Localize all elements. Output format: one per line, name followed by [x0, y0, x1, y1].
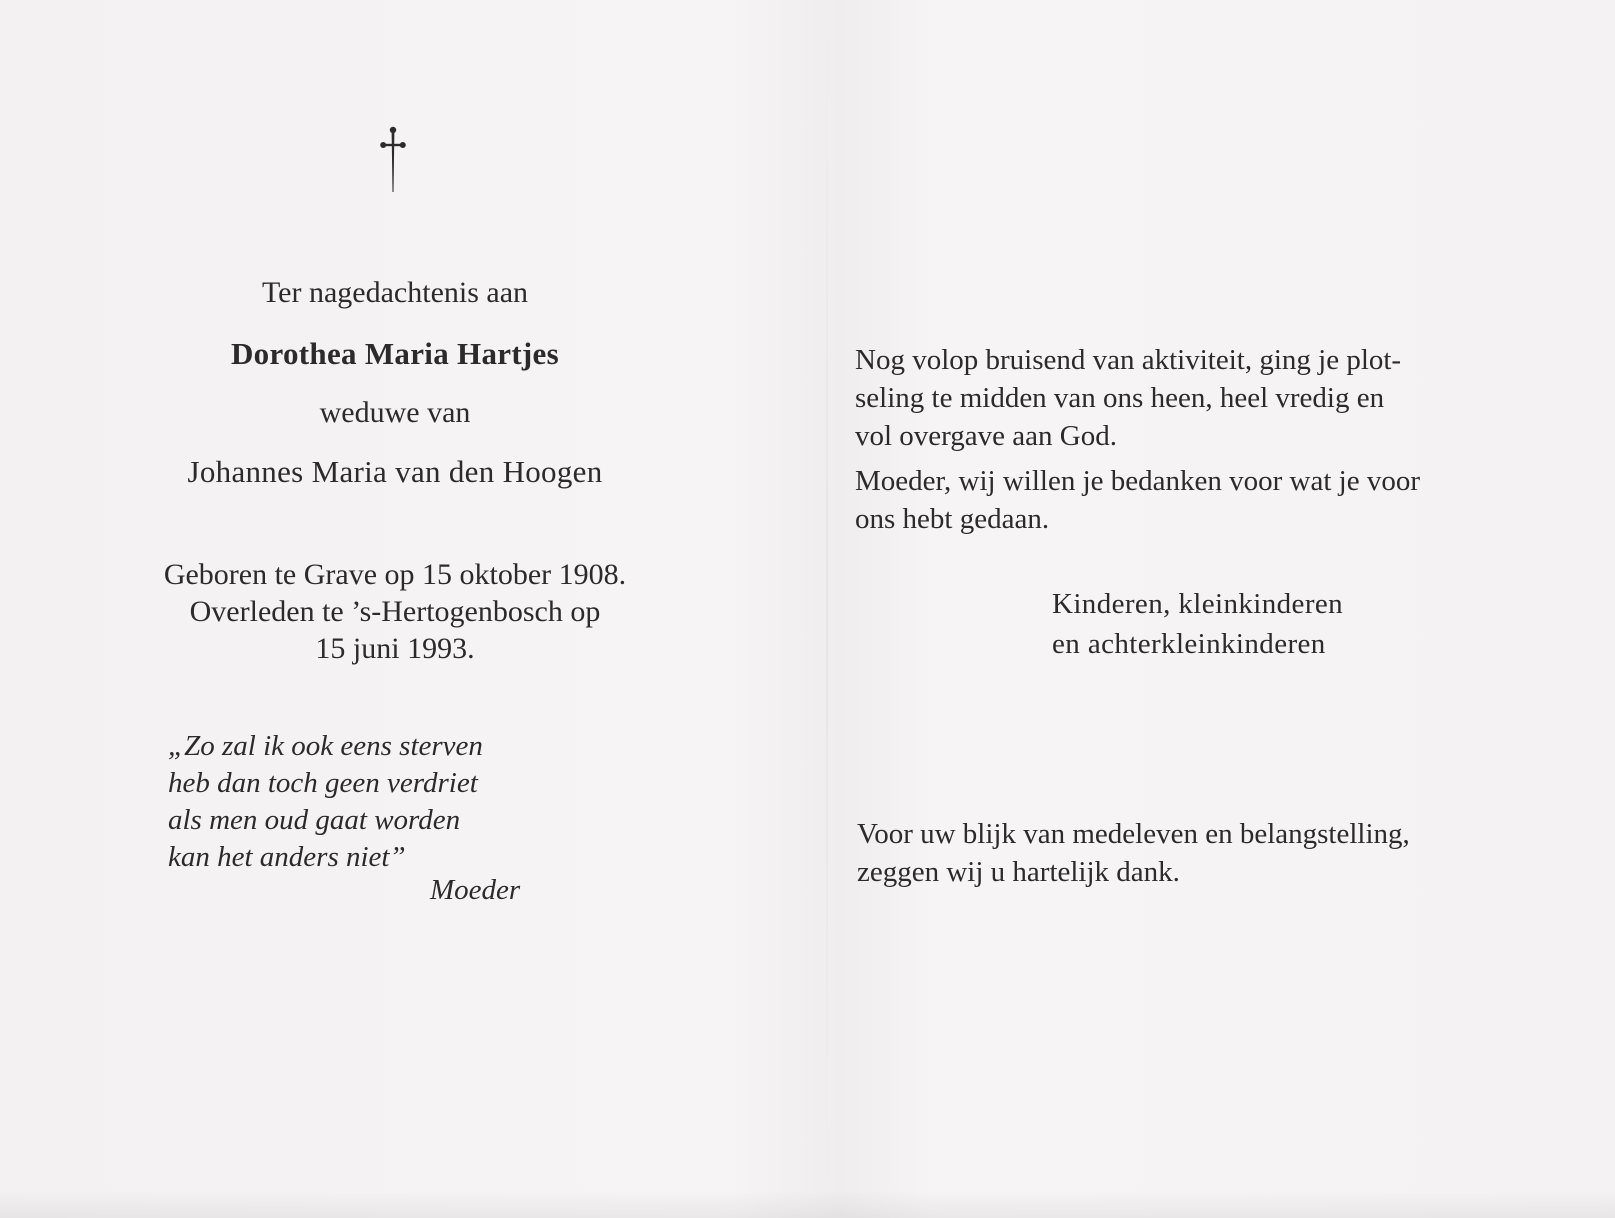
poem-line: „Zo zal ik ook eens sterven [168, 730, 483, 762]
paragraph-line: vol overgave aan God. [855, 420, 1117, 452]
widow-of-text: weduwe van [319, 396, 471, 429]
signature-line: en achterkleinkinderen [1052, 628, 1326, 660]
poem [168, 728, 483, 876]
death-date-line: 15 juni 1993. [315, 632, 475, 665]
gratitude-paragraph [855, 462, 1420, 538]
tribute-paragraph [855, 341, 1401, 455]
paragraph-line: seling te midden van ons heen, heel vredig en [855, 382, 1385, 414]
signature-line: Kinderen, kleinkinderen [1052, 588, 1344, 620]
birth-line: Geboren te Grave op 15 oktober 1908. [163, 558, 627, 591]
center-fold [826, 0, 828, 1218]
poem-line: als men oud gaat worden [168, 804, 461, 836]
family-signature [1052, 584, 1343, 664]
husband-name: Johannes Maria van den Hoogen [187, 454, 603, 489]
intro-text: Ter nagedachtenis aan [261, 276, 529, 309]
poem-line: kan het anders niet” [168, 841, 406, 873]
thanks-line: Voor uw blijk van medeleven en belangstelling, [857, 818, 1410, 850]
cross-icon [380, 126, 406, 192]
bottom-shadow [0, 1190, 1615, 1218]
death-line: Overleden te ’s-Hertogenbosch op [189, 595, 601, 628]
thanks-line: zeggen wij u hartelijk dank. [857, 856, 1180, 888]
paragraph-line: Moeder, wij willen je bedanken voor wat je voor [855, 465, 1420, 497]
thanks-note [857, 815, 1410, 891]
poem-line: heb dan toch geen verdriet [168, 767, 478, 799]
paragraph-line: ons hebt gedaan. [855, 503, 1050, 535]
poem-author: Moeder [430, 874, 521, 906]
paragraph-line: Nog volop bruisend van aktiviteit, ging je plot- [855, 344, 1402, 376]
deceased-name: Dorothea Maria Hartjes [231, 336, 559, 371]
